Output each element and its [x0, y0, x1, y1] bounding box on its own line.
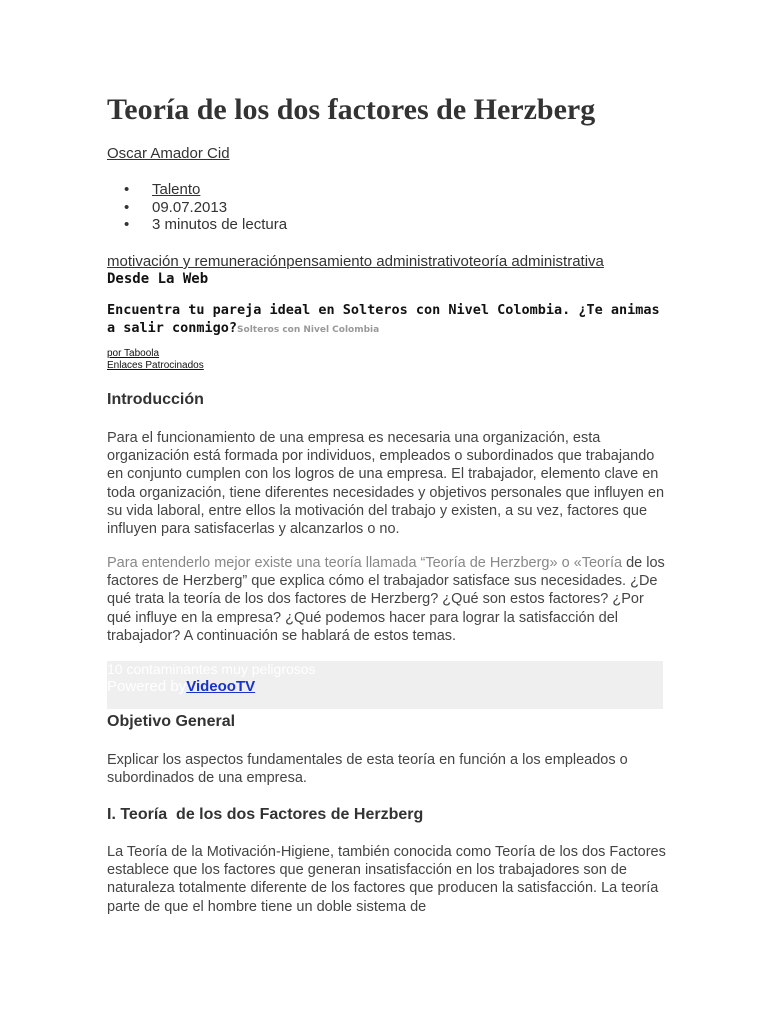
theory-paragraph: La Teoría de la Motivación-Higiene, también conocida como Teoría de los dos Factores establece que los factores que generan insatisfacción en los trabajadores son de naturaleza totalmente diferente de los factores que producen la satisfacción. La teoría parte de que el hombre tiene un doble sistema de — [107, 844, 666, 915]
promo-item[interactable] — [107, 301, 667, 339]
ads-heading: Desde La Web — [107, 271, 209, 287]
objective-paragraph: Explicar los aspectos fundamentales de esta teoría en función a los empleados o subordinados de una empresa. — [107, 752, 628, 787]
video-title: 10 contaminantes muy peligrosos — [107, 661, 316, 677]
meta-category[interactable] — [107, 181, 287, 199]
powered-by-label: Powered by — [107, 678, 187, 695]
intro-heading: Introducción — [107, 391, 204, 408]
objective-heading: Objetivo General — [107, 713, 236, 730]
article-meta-list — [107, 181, 287, 234]
intro-paragraph-1: Para el funcionamiento de una empresa es necesaria una organización, esta organización está formada por individuos, empleados o subordinados que trabajando en conjunto cumplen con los logros de una empresa. El trabajador, elemento clave en toda organización, tiene diferentes necesidades y objetivos personales que influyen en su vida laboral, entre ellos la motivación del trabajo y existen, a su vez, factores que influyen para satisfacerlas y alcanzarlos o no. — [107, 430, 665, 538]
by-taboola-link[interactable]: por Taboola — [107, 348, 160, 359]
video-powered-by — [107, 678, 255, 695]
theory-heading: I. Teoría de los dos Factores de Herzberg — [107, 806, 424, 823]
promo-source[interactable]: Solteros con Nivel Colombia — [237, 325, 380, 335]
intro-paragraph-2-rest: de los factores de Herzberg” que explica cómo el trabajador satisface sus necesidades. ¿De qué trata la teoría de los dos factores de Herzberg? ¿Qué son estos factores? ¿Por qué influye en la empresa? ¿Qué podemos hacer para lograr la satisfacción del trabajador? A continuación se hablará de estos temas. — [107, 555, 665, 644]
intro-paragraph-2 — [107, 554, 667, 645]
meta-date: • 09.07.2013 — [107, 199, 287, 217]
article-title: Teoría de los dos factores de Herzberg — [107, 93, 596, 126]
promo-title[interactable]: Encuentra tu pareja ideal en Solteros con Nivel Colombia. ¿Te animas a salir conmigo? — [107, 302, 660, 336]
videootv-link[interactable]: VideooTV — [186, 678, 256, 695]
meta-reading-time: • 3 minutos de lectura — [107, 216, 287, 234]
sponsored-links[interactable]: Enlaces Patrocinados — [107, 360, 204, 371]
tag-links[interactable]: motivación y remuneraciónpensamiento administrativoteoría administrativa — [107, 253, 604, 270]
taboola-attribution — [107, 348, 204, 372]
video-player[interactable] — [107, 661, 663, 709]
category-link[interactable]: Talento — [152, 181, 201, 198]
author-link[interactable]: Oscar Amador Cid — [107, 145, 230, 162]
intro-paragraph-2-line1: Para entenderlo mejor existe una teoría llamada “Teoría de Herzberg» o «Teoría — [107, 555, 623, 571]
